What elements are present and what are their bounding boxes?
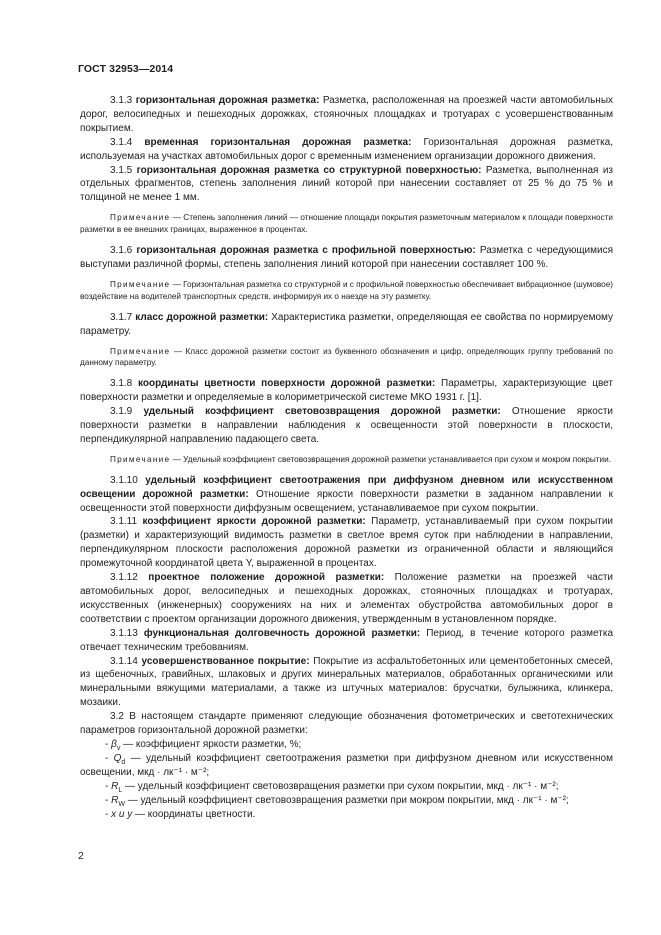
document-header: ГОСТ 32953—2014 [78, 63, 174, 75]
paragraph: 3.1.13 функциональная долговечность дорожной разметки: Период, в течение которого разметка отвечает техническим требованиям. [80, 627, 614, 653]
paragraph: 3.1.6 горизонтальная дорожная разметка с профильной поверхностью: Разметка с чередующимися выступами различной формы, степень заполнения линий которой при нанесении составляет 100 %. [80, 245, 614, 270]
paragraph: 3.1.12 проектное положение дорожной разметки: Положение разметки на проезжей части автомобильных дорог, велосипедных и пешеходных дорожках, стояночных площадках и тротуарах, искусственных (инженерных) сооружениях на них и элементах обустройства автомобильных дорог в соответствии с проектом организации дорожного движения, утвержденным в установленном порядке. [80, 572, 613, 625]
paragraph: 3.1.5 горизонтальная дорожная разметка со структурной поверхностью: Разметка, выполненная из отдельных фрагментов, степень заполнения линий которой при нанесении составляет от 25 % до 75 % и толщиной не менее 1 мм. [80, 164, 614, 204]
page-number: 2 [78, 850, 84, 862]
symbol-item: - $R_W$ — удельный коэффициент световозвращения разметки при мокром покрытии, мкд · лк⁻¹ · м⁻²; [105, 794, 569, 808]
paragraph: 3.1.11 коэффициент яркости дорожной разметки: Параметр, устанавливаемый при сухом покрытии (разметки) и характеризующий видимость разметки в светлое время суток при наблюдении в направлении, перпендикулярном плоскости расположения дорожной разметки из ограниченной области и являющийся промежуточной координатой цвета Y, выраженной в процентах. [80, 516, 614, 570]
paragraph: 3.1.3 горизонтальная дорожная разметка: Разметка, расположенная на проезжей части автомобильных дорог, велосипедных и пешеходных дорожках, стояночных площадках и тротуарах с усовершенствованным покрытием. [80, 95, 614, 134]
note: Примечание — Удельный коэффициент световозвращения дорожной разметки устанавливается при сухом и мокром покрытии. [110, 454, 611, 464]
paragraph: 3.1.4 временная горизонтальная дорожная разметка: Горизонтальная дорожная разметка, используемая на участках автомобильных дорог с временным изменением организации дорожного движения. [80, 136, 614, 162]
note: Примечание — Горизонтальная разметка со структурной и с профильной поверхностью обеспечивает вибрационное (шумовое) воздействие на водителей транспортных средств, информируя их о наезде на эту разметку. [80, 279, 613, 301]
document-body [80, 94, 613, 821]
paragraph: 3.1.9 удельный коэффициент световозвращения дорожной разметки: Отношение яркости поверхности разметки в направлении наблюдения к освещенности этой поверхности в плоскости, перпендикулярной направлению падающего света. [80, 406, 613, 445]
paragraph: 3.1.14 усовершенствованное покрытие: Покрытие из асфальтобетонных или цементобетонных смесей, из щебеночных, гравийных, шлаковых и других минеральных материалов, обработанных органическими или минеральными вяжущими материалами, а также из штучных материалов: брусчатки, булыжника, клинкера, мозаики. [80, 655, 614, 709]
paragraph: 3.1.7 класс дорожной разметки: Характеристика разметки, определяющая ее свойства по нормируемому параметру. [80, 311, 613, 337]
note: Примечание — Степень заполнения линий — отношение площади покрытия разметочным материалом к площади поверхности разметки в ее внешних границах, выраженное в процентах. [80, 213, 613, 235]
paragraph: 3.1.10 удельный коэффициент светоотражения при диффузном дневном или искусственном освещении дорожной разметки: Отношение яркости поверхности разметки в заданном направлении к освещенности этой поверхности диффузным освещением, устанавливаемое при сухом покрытии. [80, 474, 613, 514]
symbol-item: - x и y — координаты цветности. [105, 808, 256, 820]
symbol-item: - $R_L$ — удельный коэффициент световозвращения разметки при сухом покрытии, мкд · лк⁻¹ · м⁻²; [105, 780, 559, 794]
note: Примечание — Класс дорожной разметки состоит из буквенного обозначения и цифр, определяющих группу требований по данному параметру. [80, 346, 613, 368]
symbol-item: - $Q_d$ — удельный коэффициент светоотражения разметки при диффузном дневном или искусственном освещении, мкд · лк⁻¹ · м⁻²; [80, 752, 613, 778]
paragraph: 3.2 В настоящем стандарте применяют следующие обозначения фотометрических и светотехнических параметров горизонтальной дорожной разметки: [80, 711, 613, 737]
symbol-item: - $\beta_v$ — коэффициент яркости разметки, %; [105, 738, 302, 752]
paragraph: 3.1.8 координаты цветности поверхности дорожной разметки: Параметры, характеризующие цвет поверхности разметки и определяемые в колориметрической системе МКО 1931 г. [1]. [80, 378, 613, 404]
